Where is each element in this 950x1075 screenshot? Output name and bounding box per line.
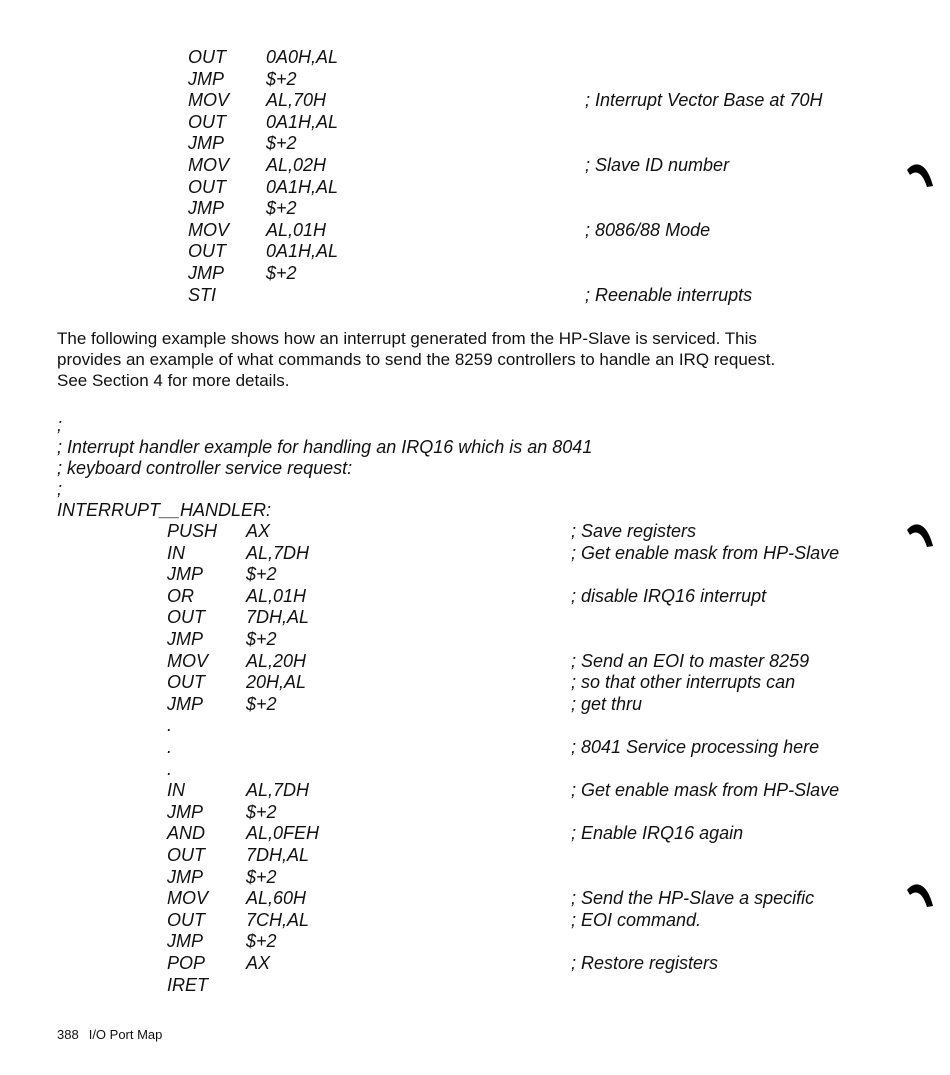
instruction-mnemonic: JMP [167, 629, 203, 649]
instruction-mnemonic: OUT [167, 909, 205, 930]
code-comment: ; Send an EOI to master 8259 [571, 650, 810, 671]
page-number: 388 [57, 1027, 79, 1042]
instruction-mnemonic: STI [188, 284, 217, 305]
instruction-operand: $+2 [246, 931, 277, 952]
instruction-operand: AL,60H [246, 888, 307, 909]
instruction-mnemonic: JMP [167, 564, 203, 585]
instruction-mnemonic: JMP [167, 866, 203, 887]
code-comment: ; Send the HP-Slave a specific [571, 888, 815, 909]
instruction-operand: AL,01H [246, 585, 307, 606]
instruction-mnemonic: OUT [167, 607, 205, 628]
instruction-operand: 0A1H,AL [266, 111, 339, 132]
code-comment-line: ; Interrupt handler example for handling an IRQ16 which is an 8041 [57, 437, 593, 457]
code-label: INTERRUPT__HANDLER: [57, 500, 272, 520]
instruction-mnemonic: JMP [188, 68, 224, 89]
instruction-mnemonic: OUT [188, 47, 226, 67]
instruction-operand: AX [246, 953, 271, 973]
code-comment: ; Interrupt Vector Base at 70H [585, 90, 823, 111]
explanatory-paragraph [57, 328, 897, 391]
instruction-operand: $+2 [266, 198, 297, 219]
instruction-mnemonic: JMP [167, 801, 203, 822]
instruction-operand: $+2 [246, 866, 277, 887]
code-comment-line: ; [57, 479, 63, 499]
instruction-operand: 0A0H,AL [266, 47, 339, 67]
page-footer [57, 1027, 172, 1042]
instruction-mnemonic: IN [167, 542, 185, 563]
instruction-mnemonic: OUT [167, 845, 205, 865]
margin-change-bar-icon [905, 880, 935, 908]
instruction-mnemonic: AND [167, 823, 206, 844]
margin-change-bar-icon [905, 160, 935, 188]
code-comment-line: ; [57, 415, 63, 435]
instruction-operand: AX [246, 521, 271, 541]
instruction-operand: $+2 [246, 801, 277, 822]
instruction-mnemonic: OUT [188, 176, 226, 197]
paragraph-line: The following example shows how an interrupt generated from the HP-Slave is serviced. This [57, 329, 757, 348]
instruction-mnemonic: JMP [167, 693, 203, 714]
footer-section-title: I/O Port Map [88, 1027, 163, 1042]
instruction-operand: $+2 [246, 564, 277, 585]
instruction-mnemonic: . [167, 737, 173, 757]
instruction-mnemonic: OUT [188, 111, 226, 132]
instruction-operand: AL,0FEH [246, 823, 320, 844]
margin-change-bar-icon [905, 520, 935, 548]
code-comment-line: ; keyboard controller service request: [57, 458, 353, 478]
code-comment: ; get thru [571, 693, 643, 714]
instruction-mnemonic: . [167, 758, 173, 779]
instruction-operand: $+2 [266, 263, 297, 283]
code-comment: ; Restore registers [571, 953, 719, 973]
instruction-operand: $+2 [266, 68, 297, 89]
instruction-operand: $+2 [246, 629, 277, 649]
instruction-mnemonic: PUSH [167, 521, 218, 541]
instruction-mnemonic: OUT [188, 241, 226, 262]
instruction-operand: 7CH,AL [246, 909, 310, 930]
instruction-mnemonic: MOV [188, 155, 230, 175]
instruction-operand: AL,7DH [246, 542, 310, 563]
code-comment: ; Get enable mask from HP-Slave [571, 780, 840, 801]
instruction-operand: 20H,AL [246, 672, 307, 693]
instruction-operand: 0A1H,AL [266, 176, 339, 197]
instruction-operand: AL,02H [266, 155, 327, 175]
paragraph-line: provides an example of what commands to send the 8259 controllers to handle an IRQ request. [57, 350, 776, 369]
instruction-mnemonic: MOV [167, 888, 209, 909]
instruction-operand: AL,7DH [246, 780, 310, 801]
instruction-mnemonic: IN [167, 780, 185, 801]
instruction-mnemonic: JMP [188, 198, 224, 219]
paragraph-line: See Section 4 for more details. [57, 371, 290, 390]
instruction-operand: 7DH,AL [246, 607, 310, 628]
instruction-operand: 7DH,AL [246, 845, 310, 865]
instruction-operand: $+2 [246, 693, 277, 714]
code-comment: ; Enable IRQ16 again [571, 823, 744, 844]
code-comment: ; 8041 Service processing here [571, 737, 820, 757]
instruction-operand: $+2 [266, 133, 297, 154]
code-comment: ; disable IRQ16 interrupt [571, 585, 767, 606]
instruction-mnemonic: . [167, 715, 173, 736]
instruction-operand: 0A1H,AL [266, 241, 339, 262]
code-comment: ; Get enable mask from HP-Slave [571, 542, 840, 563]
code-comment: ; so that other interrupts can [571, 672, 796, 693]
instruction-operand: AL,01H [266, 219, 327, 240]
instruction-mnemonic: IRET [167, 974, 209, 995]
instruction-operand: AL,20H [246, 650, 307, 671]
instruction-mnemonic: MOV [167, 650, 209, 671]
code-comment: ; Save registers [571, 521, 697, 541]
instruction-mnemonic: JMP [188, 263, 224, 283]
instruction-operand: AL,70H [266, 90, 327, 111]
instruction-mnemonic: OR [167, 585, 194, 606]
instruction-mnemonic: JMP [167, 931, 203, 952]
instruction-mnemonic: MOV [188, 219, 230, 240]
instruction-mnemonic: MOV [188, 90, 230, 111]
code-comment: ; 8086/88 Mode [585, 219, 711, 240]
instruction-mnemonic: JMP [188, 133, 224, 154]
code-comment: ; Reenable interrupts [585, 284, 753, 305]
instruction-mnemonic: POP [167, 953, 206, 973]
code-comment: ; Slave ID number [585, 155, 730, 175]
code-comment: ; EOI command. [571, 909, 702, 930]
instruction-mnemonic: OUT [167, 672, 205, 693]
